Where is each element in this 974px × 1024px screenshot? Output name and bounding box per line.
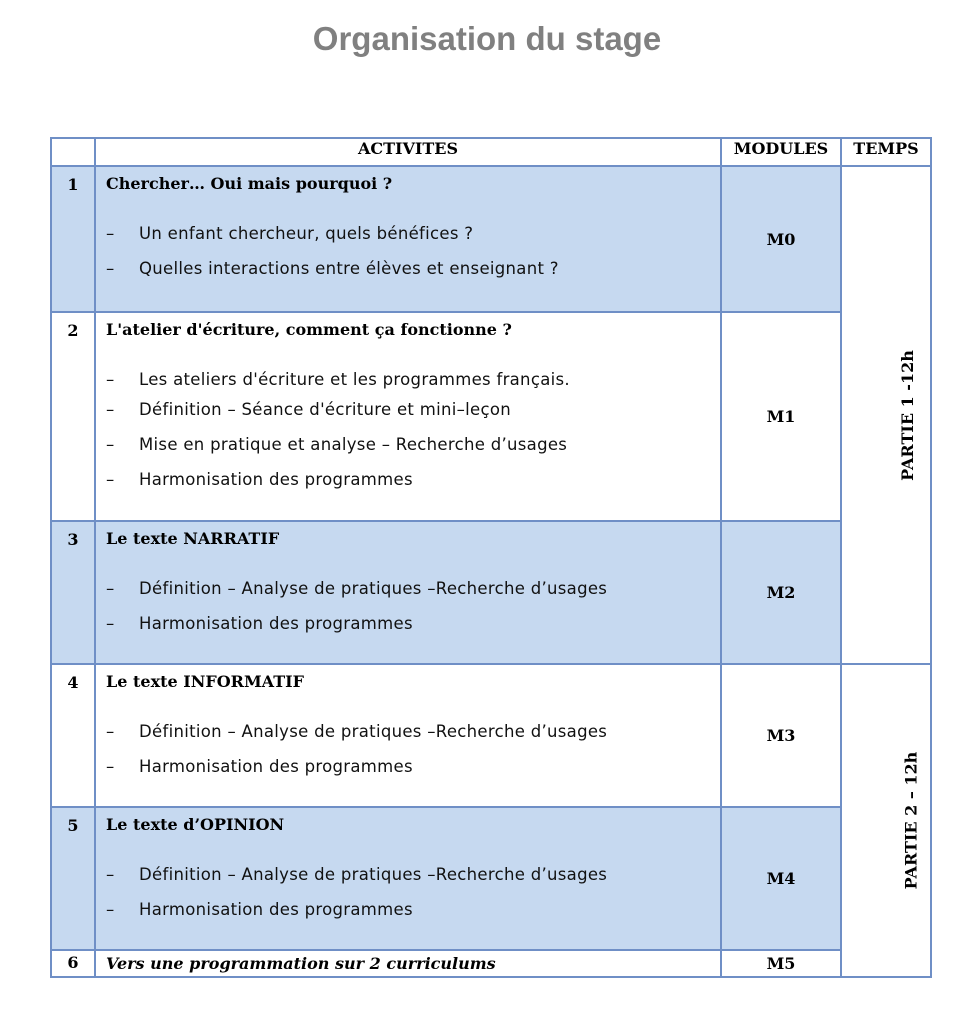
dash-bullet: – bbox=[106, 722, 115, 741]
list-item-text: Quelles interactions entre élèves et enseignant ? bbox=[139, 259, 559, 278]
part-1-label: PARTIE 1 -12h bbox=[897, 349, 917, 481]
activity-items bbox=[106, 578, 720, 635]
activity-items bbox=[106, 864, 720, 921]
row-activity bbox=[95, 521, 721, 664]
list-item-text: Un enfant chercheur, quels bénéfices ? bbox=[139, 224, 474, 243]
list-item bbox=[106, 721, 720, 743]
row-number: 6 bbox=[51, 950, 95, 977]
list-item bbox=[106, 578, 720, 600]
table-row bbox=[51, 950, 931, 977]
part-2-label: PARTIE 2 – 12h bbox=[901, 751, 921, 890]
row-number: 1 bbox=[51, 166, 95, 312]
row-module: M4 bbox=[721, 807, 841, 950]
header-activities: ACTIVITES bbox=[95, 138, 721, 166]
row-module: M3 bbox=[721, 664, 841, 807]
list-item bbox=[106, 613, 720, 635]
table-row bbox=[51, 312, 931, 521]
row-number: 3 bbox=[51, 521, 95, 664]
row-activity bbox=[95, 166, 721, 312]
list-item bbox=[106, 369, 720, 391]
activity-title: L'atelier d'écriture, comment ça fonctionne ? bbox=[106, 320, 512, 339]
table-row bbox=[51, 807, 931, 950]
row-number: 4 bbox=[51, 664, 95, 807]
dash-bullet: – bbox=[106, 900, 115, 919]
row-activity bbox=[95, 807, 721, 950]
dash-bullet: – bbox=[106, 400, 115, 419]
list-item-text: Mise en pratique et analyse – Recherche d’usages bbox=[139, 435, 568, 454]
dash-bullet: – bbox=[106, 757, 115, 776]
row-activity bbox=[95, 312, 721, 521]
header-number bbox=[51, 138, 95, 166]
activity-items bbox=[106, 721, 720, 778]
activity-title: Vers une programmation sur 2 curriculums bbox=[106, 954, 496, 973]
table-row bbox=[51, 521, 931, 664]
activity-title: Le texte INFORMATIF bbox=[106, 672, 304, 691]
list-item-text: Définition – Analyse de pratiques –Recherche d’usages bbox=[139, 579, 608, 598]
list-item bbox=[106, 756, 720, 778]
row-activity bbox=[95, 950, 721, 977]
table-row bbox=[51, 664, 931, 807]
activity-items bbox=[106, 223, 720, 280]
list-item-text: Définition – Analyse de pratiques –Recherche d’usages bbox=[139, 722, 608, 741]
dash-bullet: – bbox=[106, 224, 115, 243]
row-activity bbox=[95, 664, 721, 807]
list-item bbox=[106, 223, 720, 245]
activity-title: Le texte d’OPINION bbox=[106, 815, 285, 834]
list-item bbox=[106, 899, 720, 921]
organisation-table bbox=[50, 137, 932, 978]
dash-bullet: – bbox=[106, 579, 115, 598]
table-row bbox=[51, 166, 931, 312]
dash-bullet: – bbox=[106, 470, 115, 489]
list-item-text: Définition – Analyse de pratiques –Recherche d’usages bbox=[139, 865, 608, 884]
row-number: 2 bbox=[51, 312, 95, 521]
header-time: TEMPS bbox=[841, 138, 931, 166]
table-header-row bbox=[51, 138, 931, 166]
row-module: M2 bbox=[721, 521, 841, 664]
activity-title: Le texte NARRATIF bbox=[106, 529, 280, 548]
list-item-text: Les ateliers d'écriture et les programmes français. bbox=[139, 370, 570, 389]
activity-title: Chercher… Oui mais pourquoi ? bbox=[106, 174, 393, 193]
list-item bbox=[106, 434, 720, 456]
list-item-text: Harmonisation des programmes bbox=[139, 757, 413, 776]
list-item-text: Harmonisation des programmes bbox=[139, 614, 413, 633]
list-item-text: Harmonisation des programmes bbox=[139, 900, 413, 919]
part-2-cell bbox=[841, 664, 931, 977]
row-module: M5 bbox=[721, 950, 841, 977]
activity-items bbox=[106, 369, 720, 491]
list-item bbox=[106, 864, 720, 886]
dash-bullet: – bbox=[106, 435, 115, 454]
page-title: Organisation du stage bbox=[312, 20, 662, 57]
row-module: M1 bbox=[721, 312, 841, 521]
dash-bullet: – bbox=[106, 259, 115, 278]
list-item-text: Harmonisation des programmes bbox=[139, 470, 413, 489]
dash-bullet: – bbox=[106, 865, 115, 884]
header-modules: MODULES bbox=[721, 138, 841, 166]
row-number: 5 bbox=[51, 807, 95, 950]
list-item-text: Définition – Séance d'écriture et mini–leçon bbox=[139, 400, 512, 419]
list-item bbox=[106, 399, 720, 421]
row-module: M0 bbox=[721, 166, 841, 312]
part-1-cell bbox=[841, 166, 931, 664]
dash-bullet: – bbox=[106, 370, 115, 389]
list-item bbox=[106, 469, 720, 491]
dash-bullet: – bbox=[106, 614, 115, 633]
list-item bbox=[106, 258, 720, 280]
